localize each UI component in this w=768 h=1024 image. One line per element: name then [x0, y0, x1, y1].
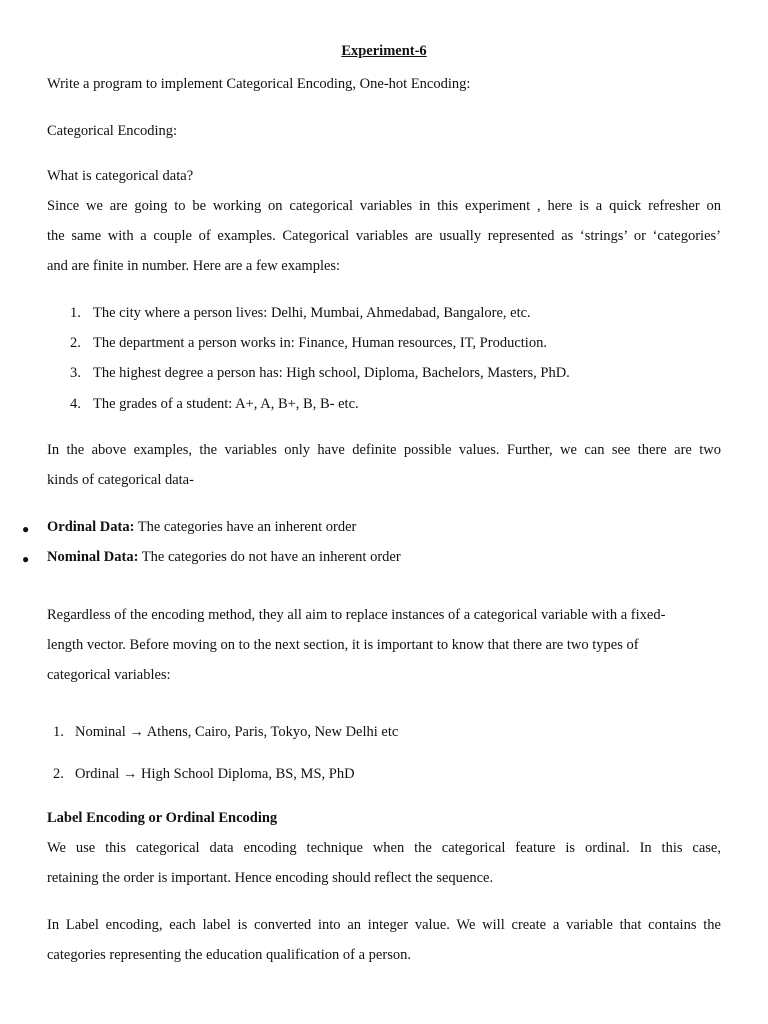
bullet-term: Nominal Data: [47, 549, 139, 565]
question-text: What is categorical data? [47, 168, 194, 184]
label-encoding-heading: Label Encoding or Ordinal Encoding [47, 810, 278, 826]
list-number: 1. [53, 724, 64, 740]
para2-line: kinds of categorical data- [47, 472, 194, 488]
intro-text: Write a program to implement Categorical Encoding, One-hot Encoding: [47, 76, 471, 92]
para3-line: Regardless of the encoding method, they all aim to replace instances of a categorical variable with a fixed- [47, 607, 666, 623]
para2-line: In the above examples, the variables only have definite possible values. Further, we can see there are two [47, 442, 721, 458]
bullet-text: The categories do not have an inherent order [138, 549, 401, 565]
para5-line: categories representing the education qualification of a person. [47, 947, 411, 963]
para1-line: the same with a couple of examples. Categorical variables are usually represented as ‘strings’ or ‘categories’ [47, 228, 721, 244]
section-heading: Categorical Encoding: [47, 123, 178, 139]
list-number: 3. [70, 365, 81, 381]
bullet-icon: ● [22, 552, 30, 566]
page-title: Experiment-6 [341, 43, 427, 59]
para3-line: categorical variables: [47, 667, 171, 683]
para4-line: retaining the order is important. Hence encoding should reflect the sequence. [47, 870, 494, 886]
list-item [47, 549, 401, 566]
list-item: The highest degree a person has: High school, Diploma, Bachelors, Masters, PhD. [93, 365, 570, 381]
list-number: 2. [70, 335, 81, 351]
para4-line: We use this categorical data encoding technique when the categorical feature is ordinal. In this case, [47, 840, 721, 856]
list-number: 1. [70, 305, 81, 321]
list-item [47, 519, 356, 536]
list-number: 4. [70, 396, 81, 412]
para5-line: In Label encoding, each label is converted into an integer value. We will create a variable that contains the [47, 917, 721, 933]
list-item: The department a person works in: Finance, Human resources, IT, Production. [93, 335, 547, 351]
bullet-term: Ordinal Data: [47, 519, 135, 535]
list-item: The city where a person lives: Delhi, Mumbai, Ahmedabad, Bangalore, etc. [93, 305, 531, 321]
list-number: 2. [53, 766, 64, 782]
bullet-text: The categories have an inherent order [134, 519, 357, 535]
para1-line: Since we are going to be working on categorical variables in this experiment , here is a quick refresher on [47, 198, 721, 214]
list-item: The grades of a student: A+, A, B+, B, B- etc. [93, 396, 359, 412]
list-item: Ordinal → High School Diploma, BS, MS, PhD [75, 766, 355, 782]
list-item: Nominal → Athens, Cairo, Paris, Tokyo, New Delhi etc [75, 724, 399, 740]
para3-line: length vector. Before moving on to the next section, it is important to know that there are two types of [47, 637, 639, 653]
bullet-icon: ● [22, 522, 30, 536]
para1-line: and are finite in number. Here are a few examples: [47, 258, 341, 274]
